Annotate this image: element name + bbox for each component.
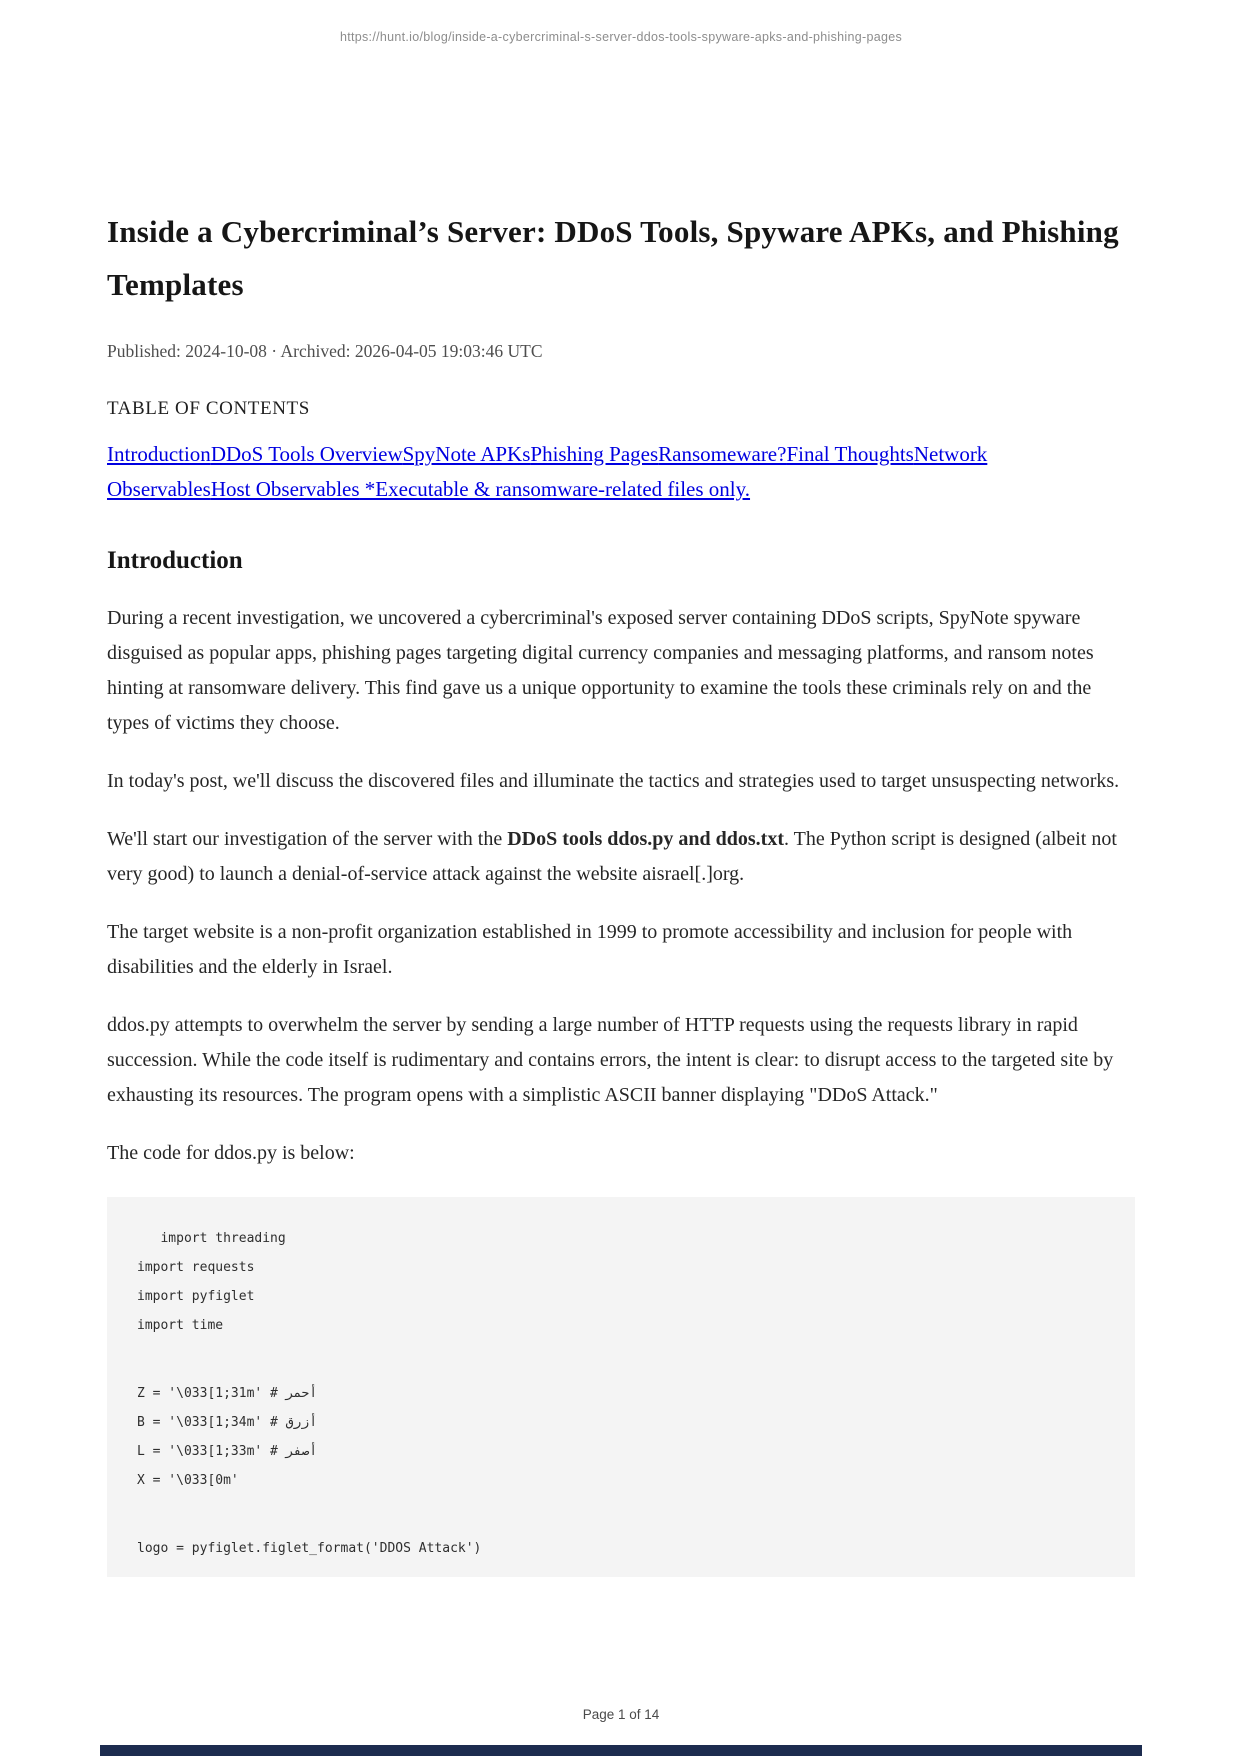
section-heading-introduction: Introduction <box>107 547 243 574</box>
toc-link[interactable]: DDoS Tools Overview <box>210 442 403 466</box>
text: In today's post, we'll discuss the discovered files and illuminate the tactics and strategies used to target unsuspecting networks. <box>107 770 1120 792</box>
toc-link[interactable]: Network Observables <box>107 442 988 501</box>
code-line <box>137 1495 1105 1515</box>
code-line: B = '\033[1;34m' # أزرق <box>137 1415 318 1430</box>
paragraph <box>107 1136 1135 1171</box>
code-line: import pyfiglet <box>137 1289 255 1304</box>
code-line: L = '\033[1;33m' # أصفر <box>137 1444 318 1459</box>
paragraph <box>107 764 1135 799</box>
toc-link[interactable]: SpyNote APKs <box>402 442 531 466</box>
code-line: logo = pyfiglet.figlet_format('DDOS Attack') <box>137 1541 482 1556</box>
code-line <box>137 1515 1105 1535</box>
code-line <box>137 1340 1105 1360</box>
text: The target website is a non-profit organization established in 1999 to promote accessibility and inclusion for people with disabilities and the elderly in Israel. <box>107 921 1073 978</box>
toc-link[interactable]: Final Thoughts <box>786 442 914 466</box>
toc-link[interactable]: Ransomeware? <box>658 442 787 466</box>
paragraph <box>107 601 1135 741</box>
page-url: https://hunt.io/blog/inside-a-cybercriminal-s-server-ddos-tools-spyware-apks-and-phishing-pages <box>339 30 903 44</box>
code-line: import requests <box>137 1260 255 1275</box>
paragraph <box>107 1008 1135 1113</box>
text: The code for ddos.py is below: <box>107 1142 355 1164</box>
paragraph <box>107 822 1135 892</box>
text: . The Python script is designed (albeit not very good) to launch a denial-of-service attack against the website aisrael[.]org. <box>107 828 1117 885</box>
toc-links <box>107 437 1135 507</box>
text: During a recent investigation, we uncovered a cybercriminal's exposed server containing DDoS scripts, SpyNote spyware disguised as popular apps, phishing pages targeting digital currency companies and messaging platforms, and ransom notes hinting at ransomware delivery. This find gave us a unique opportunity to examine the tools these criminals rely on and the types of victims they choose. <box>107 607 1094 734</box>
code-line: import time <box>137 1318 224 1333</box>
toc-link[interactable]: Phishing Pages <box>530 442 659 466</box>
text: We'll start our investigation of the server with the <box>107 828 508 850</box>
toc-heading: TABLE OF CONTENTS <box>107 398 310 419</box>
next-page-preview-bar <box>100 1745 1142 1756</box>
page-title: Inside a Cybercriminal’s Server: DDoS Tools, Spyware APKs, and Phishing Templates <box>107 214 1119 302</box>
page-number: Page 1 of 14 <box>582 1707 660 1722</box>
code-line <box>137 1360 1105 1380</box>
toc-link[interactable]: Introduction <box>107 442 211 466</box>
published-archived-meta: Published: 2024-10-08 · Archived: 2026-04-05 19:03:46 UTC <box>107 341 543 361</box>
paragraph <box>107 915 1135 985</box>
article-body <box>107 601 1135 1171</box>
code-line: import threading <box>137 1231 286 1246</box>
code-line: X = '\033[0m' <box>137 1473 239 1488</box>
code-line: Z = '\033[1;31m' # أحمر <box>137 1386 318 1401</box>
text: ddos.py attempts to overwhelm the server by sending a large number of HTTP requests using the requests library in rapid succession. While the code itself is rudimentary and contains errors, the intent is clear: to disrupt access to the targeted site by exhausting its resources. The program opens with a simplistic ASCII banner displaying "DDoS Attack." <box>107 1014 1114 1106</box>
toc-link[interactable]: Host Observables <box>210 477 360 501</box>
bold-text: DDoS tools ddos.py and ddos.txt <box>507 828 784 850</box>
code-block <box>107 1197 1135 1577</box>
toc-link[interactable]: *Executable & ransomware-related files only. <box>359 477 751 501</box>
